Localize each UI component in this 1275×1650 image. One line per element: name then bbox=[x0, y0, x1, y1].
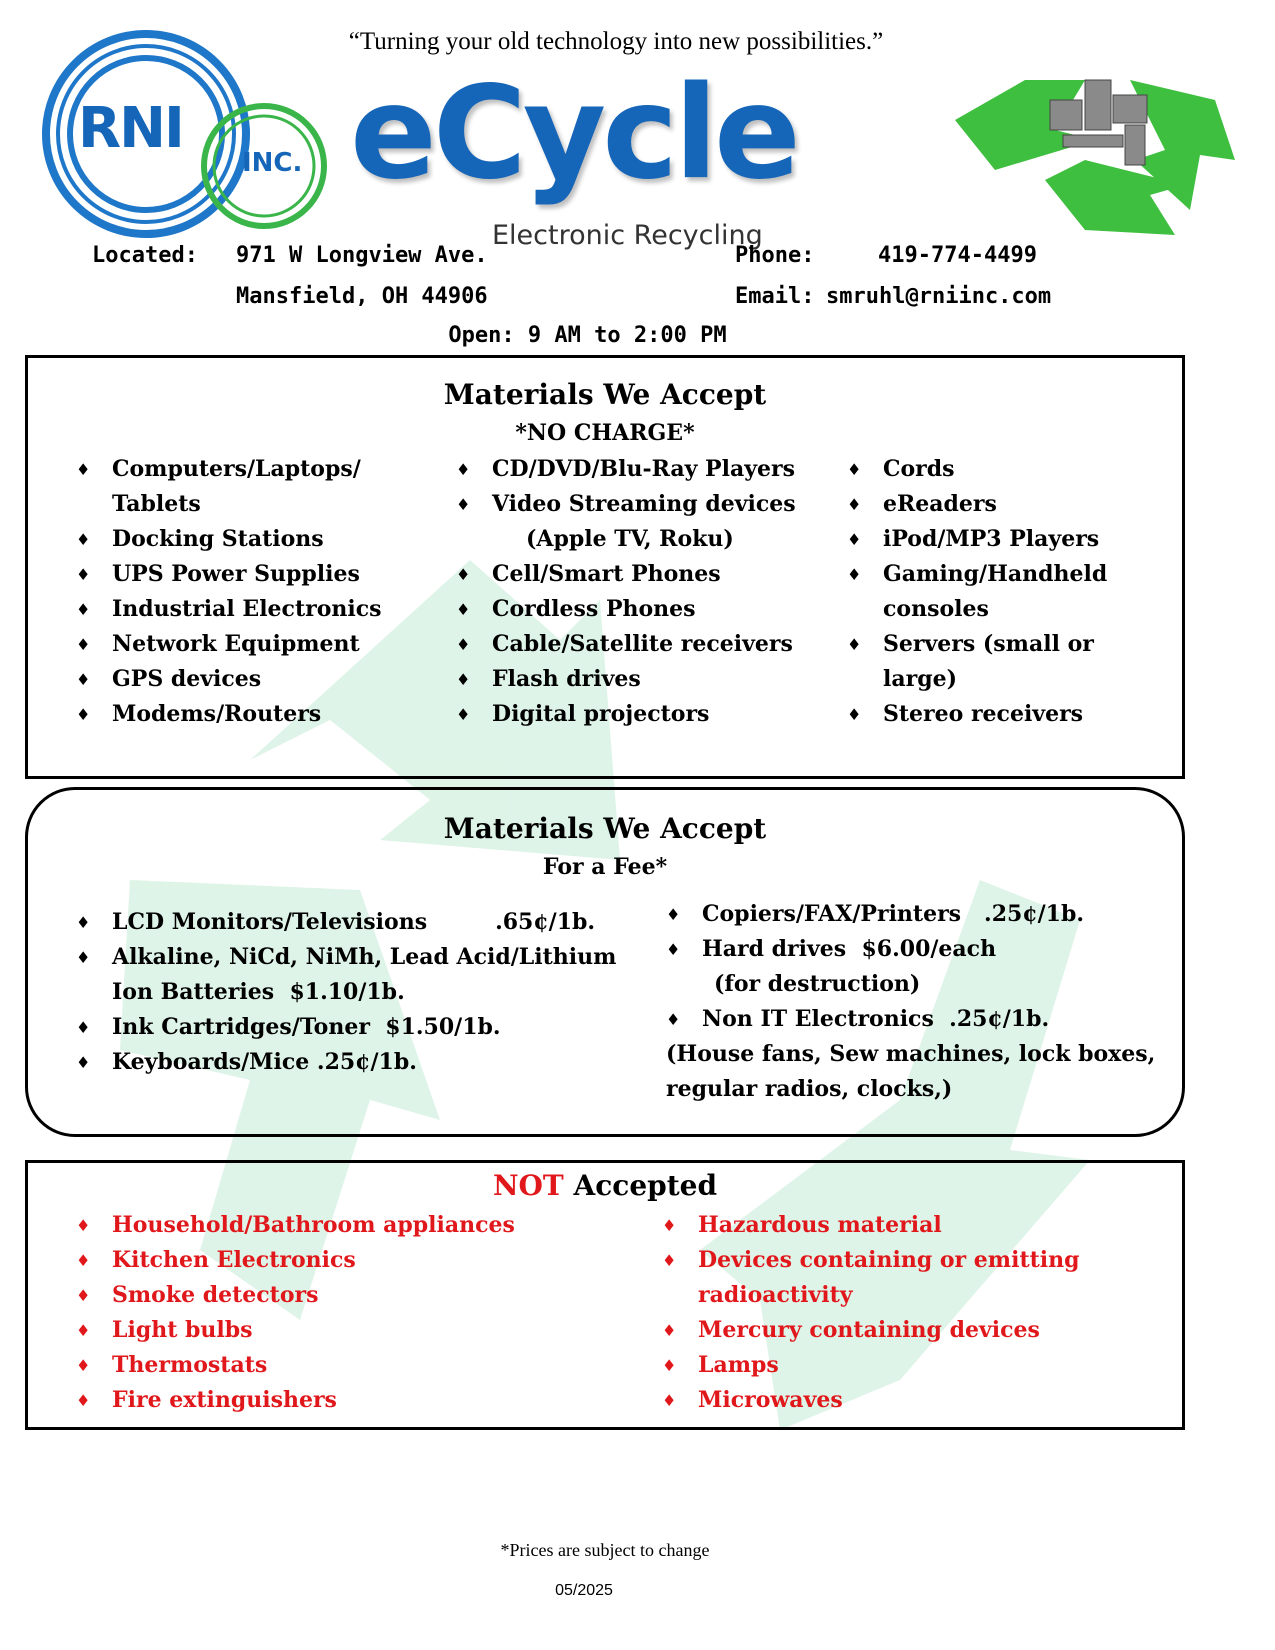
recycle-computers-icon bbox=[935, 60, 1255, 240]
list-item-note bbox=[456, 522, 836, 557]
list-item: ♦ eReaders bbox=[847, 487, 1167, 522]
list-item: ♦ Lamps bbox=[662, 1348, 1132, 1383]
phone-label: Phone: bbox=[735, 243, 815, 268]
price: .65¢/1b. bbox=[495, 909, 596, 935]
not-list-left bbox=[76, 1208, 636, 1418]
list-item: ♦ Video Streaming devices bbox=[456, 487, 836, 522]
not-list-right bbox=[662, 1208, 1132, 1418]
brand-title: eCycle bbox=[350, 59, 797, 208]
list-item: ♦ UPS Power Supplies bbox=[76, 557, 421, 592]
list-item: ♦ Digital projectors bbox=[456, 697, 836, 732]
fee-list-left bbox=[76, 905, 636, 1080]
list-item: ♦ Devices containing or emitting radioactivity bbox=[662, 1243, 1132, 1313]
list-item: ♦ CD/DVD/Blu-Ray Players bbox=[456, 452, 836, 487]
list-item: ♦ GPS devices bbox=[76, 662, 421, 697]
fee-section-title: Materials We Accept bbox=[443, 812, 767, 845]
rni-logo-badge: INC. bbox=[242, 148, 303, 178]
address-line2: Mansfield, OH 44906 bbox=[236, 284, 488, 309]
list-item: ♦ Thermostats bbox=[76, 1348, 636, 1383]
tagline: “Turning your old technology into new possibilities.” bbox=[348, 28, 884, 55]
list-item: ♦ Mercury containing devices bbox=[662, 1313, 1132, 1348]
fee-materials-box bbox=[25, 787, 1185, 1137]
video-streaming-note: (Apple TV, Roku) bbox=[526, 526, 734, 552]
list-item: ♦ Cable/Satellite receivers bbox=[456, 627, 836, 662]
list-item: ♦ Household/Bathroom appliances bbox=[76, 1208, 636, 1243]
list-item: ♦ Cell/Smart Phones bbox=[456, 557, 836, 592]
email-label: Email: bbox=[735, 284, 815, 309]
price: .25¢/1b. bbox=[316, 1049, 417, 1075]
not-accepted-title bbox=[28, 1169, 1182, 1202]
price: .25¢/1b. bbox=[949, 1006, 1050, 1032]
list-item: ♦ Docking Stations bbox=[76, 522, 421, 557]
free-list-col3 bbox=[847, 452, 1167, 732]
list-item: ♦ Kitchen Electronics bbox=[76, 1243, 636, 1278]
accepted-word: Accepted bbox=[573, 1169, 718, 1202]
phone-number[interactable]: 419-774-4499 bbox=[878, 243, 1037, 268]
list-item: ♦ Stereo receivers bbox=[847, 697, 1167, 732]
free-list-col2 bbox=[456, 452, 836, 732]
revision-date: 05/2025 bbox=[555, 1582, 613, 1599]
rni-logo-text: RNI bbox=[78, 96, 183, 161]
not-accepted-box bbox=[25, 1160, 1185, 1430]
opening-hours: Open: 9 AM to 2:00 PM bbox=[448, 323, 727, 348]
located-label: Located: bbox=[92, 243, 198, 268]
brand-subtitle: Electronic Recycling bbox=[492, 220, 763, 251]
fee-list-right bbox=[666, 897, 1176, 1037]
list-item: ♦ Hard drives $6.00/each bbox=[666, 932, 1176, 967]
list-item-note bbox=[666, 967, 1176, 1002]
list-item: ♦ Computers/Laptops/ Tablets bbox=[76, 452, 421, 522]
price-disclaimer: *Prices are subject to change bbox=[500, 1540, 710, 1560]
price: $1.10/1b. bbox=[289, 979, 405, 1005]
list-item: ♦ Microwaves bbox=[662, 1383, 1132, 1418]
list-item: ♦ Modems/Routers bbox=[76, 697, 421, 732]
list-item: ♦ Ink Cartridges/Toner $1.50/1b. bbox=[76, 1010, 636, 1045]
free-list-col1 bbox=[76, 452, 421, 732]
list-item: ♦ Network Equipment bbox=[76, 627, 421, 662]
price: $1.50/1b. bbox=[385, 1014, 501, 1040]
list-item: ♦ Servers (small or large) bbox=[847, 627, 1167, 697]
list-item: ♦ Keyboards/Mice .25¢/1b. bbox=[76, 1045, 636, 1080]
list-item: ♦ Non IT Electronics .25¢/1b. bbox=[666, 1002, 1176, 1037]
list-item: ♦ Hazardous material bbox=[662, 1208, 1132, 1243]
list-item: ♦ LCD Monitors/Televisions .65¢/1b. bbox=[76, 905, 636, 940]
list-item: ♦ Smoke detectors bbox=[76, 1278, 636, 1313]
non-it-note: (House fans, Sew machines, lock boxes, regular radios, clocks,) bbox=[666, 1041, 1156, 1102]
hard-drive-note: (for destruction) bbox=[714, 971, 921, 997]
list-item: ♦ Cordless Phones bbox=[456, 592, 836, 627]
fee-section-subtitle: For a Fee* bbox=[542, 854, 668, 880]
list-item: ♦ Alkaline, NiCd, NiMh, Lead Acid/Lithium Ion Batteries $1.10/1b. bbox=[76, 940, 636, 1010]
list-item: ♦ Gaming/Handheld consoles bbox=[847, 557, 1133, 627]
address-line1: 971 W Longview Ave. bbox=[236, 243, 488, 268]
price: .25¢/1b. bbox=[984, 901, 1085, 927]
free-section-subtitle: *NO CHARGE* bbox=[515, 420, 695, 446]
list-item: ♦ Copiers/FAX/Printers .25¢/1b. bbox=[666, 897, 1176, 932]
list-item: ♦ Fire extinguishers bbox=[76, 1383, 636, 1418]
list-item: ♦ Cords bbox=[847, 452, 1167, 487]
list-item: ♦ Industrial Electronics bbox=[76, 592, 421, 627]
list-item: ♦ iPod/MP3 Players bbox=[847, 522, 1167, 557]
free-section-title: Materials We Accept bbox=[443, 378, 767, 411]
not-word: NOT bbox=[492, 1169, 564, 1202]
list-item: ♦ Light bulbs bbox=[76, 1313, 636, 1348]
list-item: ♦ Flash drives bbox=[456, 662, 836, 697]
price: $6.00/each bbox=[861, 936, 997, 962]
free-materials-box bbox=[25, 355, 1185, 779]
email-address[interactable]: smruhl@rniinc.com bbox=[826, 284, 1052, 309]
